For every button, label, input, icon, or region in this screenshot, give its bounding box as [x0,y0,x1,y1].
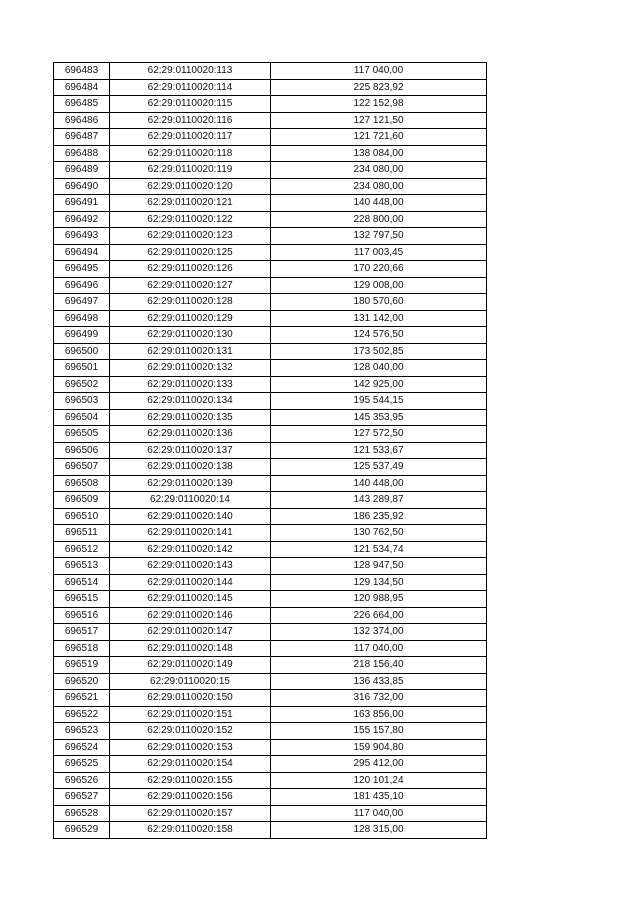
value-cell: 140 448,00 [271,475,487,492]
table-row [54,393,487,410]
row-id-cell: 696494 [54,244,110,261]
table-body [54,63,487,839]
table-row [54,525,487,542]
value-cell: 159 904,80 [271,739,487,756]
cadastral-number-cell: 62:29:0110020:150 [110,690,271,707]
value-cell: 130 762,50 [271,525,487,542]
row-id-cell: 696517 [54,624,110,641]
row-id-cell: 696490 [54,178,110,195]
cadastral-number-cell: 62:29:0110020:152 [110,723,271,740]
row-id-cell: 696507 [54,459,110,476]
value-cell: 127 121,50 [271,112,487,129]
table-row [54,756,487,773]
table-row [54,739,487,756]
table-row [54,310,487,327]
table-row [54,178,487,195]
cadastral-number-cell: 62:29:0110020:134 [110,393,271,410]
cadastral-number-cell: 62:29:0110020:130 [110,327,271,344]
cadastral-number-cell: 62:29:0110020:123 [110,228,271,245]
row-id-cell: 696489 [54,162,110,179]
table-row [54,723,487,740]
value-cell: 145 353,95 [271,409,487,426]
row-id-cell: 696498 [54,310,110,327]
table-row [54,541,487,558]
row-id-cell: 696499 [54,327,110,344]
table-row [54,277,487,294]
row-id-cell: 696525 [54,756,110,773]
row-id-cell: 696505 [54,426,110,443]
table-row [54,211,487,228]
table-row [54,772,487,789]
cadastral-number-cell: 62:29:0110020:118 [110,145,271,162]
cadastral-number-cell: 62:29:0110020:156 [110,789,271,806]
table-row [54,63,487,80]
value-cell: 120 101,24 [271,772,487,789]
value-cell: 195 544,15 [271,393,487,410]
value-cell: 155 157,80 [271,723,487,740]
cadastral-number-cell: 62:29:0110020:142 [110,541,271,558]
cadastral-number-cell: 62:29:0110020:133 [110,376,271,393]
table-row [54,624,487,641]
table-row [54,376,487,393]
value-cell: 122 152,98 [271,96,487,113]
cadastral-number-cell: 62:29:0110020:128 [110,294,271,311]
cadastral-number-cell: 62:29:0110020:138 [110,459,271,476]
cadastral-number-cell: 62:29:0110020:144 [110,574,271,591]
row-id-cell: 696492 [54,211,110,228]
table-row [54,129,487,146]
table-row [54,657,487,674]
value-cell: 316 732,00 [271,690,487,707]
table-row [54,195,487,212]
row-id-cell: 696483 [54,63,110,80]
value-cell: 121 533,67 [271,442,487,459]
row-id-cell: 696515 [54,591,110,608]
table-row [54,343,487,360]
row-id-cell: 696527 [54,789,110,806]
table-row [54,294,487,311]
value-cell: 127 572,50 [271,426,487,443]
value-cell: 186 235,92 [271,508,487,525]
value-cell: 117 003,45 [271,244,487,261]
value-cell: 142 925,00 [271,376,487,393]
table-row [54,228,487,245]
row-id-cell: 696511 [54,525,110,542]
cadastral-number-cell: 62:29:0110020:116 [110,112,271,129]
value-cell: 117 040,00 [271,805,487,822]
cadastral-number-cell: 62:29:0110020:120 [110,178,271,195]
row-id-cell: 696520 [54,673,110,690]
row-id-cell: 696524 [54,739,110,756]
value-cell: 117 040,00 [271,640,487,657]
row-id-cell: 696510 [54,508,110,525]
value-cell: 295 412,00 [271,756,487,773]
row-id-cell: 696487 [54,129,110,146]
cadastral-number-cell: 62:29:0110020:136 [110,426,271,443]
cadastral-number-cell: 62:29:0110020:127 [110,277,271,294]
value-cell: 129 008,00 [271,277,487,294]
table-row [54,789,487,806]
row-id-cell: 696500 [54,343,110,360]
table-row [54,574,487,591]
table-row [54,327,487,344]
row-id-cell: 696518 [54,640,110,657]
row-id-cell: 696488 [54,145,110,162]
cadastral-number-cell: 62:29:0110020:139 [110,475,271,492]
value-cell: 218 156,40 [271,657,487,674]
cadastral-number-cell: 62:29:0110020:140 [110,508,271,525]
table-row [54,360,487,377]
table-row [54,673,487,690]
value-cell: 140 448,00 [271,195,487,212]
cadastral-number-cell: 62:29:0110020:151 [110,706,271,723]
value-cell: 121 721,60 [271,129,487,146]
cadastral-number-cell: 62:29:0110020:146 [110,607,271,624]
row-id-cell: 696495 [54,261,110,278]
cadastral-number-cell: 62:29:0110020:155 [110,772,271,789]
value-cell: 117 040,00 [271,63,487,80]
table-row [54,145,487,162]
cadastral-number-cell: 62:29:0110020:117 [110,129,271,146]
row-id-cell: 696504 [54,409,110,426]
cadastral-number-cell: 62:29:0110020:135 [110,409,271,426]
row-id-cell: 696485 [54,96,110,113]
cadastral-number-cell: 62:29:0110020:149 [110,657,271,674]
row-id-cell: 696509 [54,492,110,509]
table-row [54,706,487,723]
value-cell: 138 084,00 [271,145,487,162]
row-id-cell: 696526 [54,772,110,789]
table-row [54,591,487,608]
row-id-cell: 696503 [54,393,110,410]
cadastral-number-cell: 62:29:0110020:131 [110,343,271,360]
row-id-cell: 696497 [54,294,110,311]
row-id-cell: 696486 [54,112,110,129]
row-id-cell: 696513 [54,558,110,575]
value-cell: 226 664,00 [271,607,487,624]
row-id-cell: 696522 [54,706,110,723]
value-cell: 132 797,50 [271,228,487,245]
value-cell: 120 988,95 [271,591,487,608]
cadastral-number-cell: 62:29:0110020:145 [110,591,271,608]
table-row [54,508,487,525]
row-id-cell: 696529 [54,822,110,839]
cadastral-number-cell: 62:29:0110020:115 [110,96,271,113]
row-id-cell: 696514 [54,574,110,591]
table-row [54,261,487,278]
table-row [54,409,487,426]
cadastral-number-cell: 62:29:0110020:132 [110,360,271,377]
cadastral-number-cell: 62:29:0110020:113 [110,63,271,80]
value-cell: 181 435,10 [271,789,487,806]
value-cell: 180 570,60 [271,294,487,311]
table-row [54,690,487,707]
row-id-cell: 696493 [54,228,110,245]
cadastral-number-cell: 62:29:0110020:126 [110,261,271,278]
row-id-cell: 696516 [54,607,110,624]
table-row [54,244,487,261]
value-cell: 234 080,00 [271,162,487,179]
value-cell: 129 134,50 [271,574,487,591]
row-id-cell: 696508 [54,475,110,492]
table-row [54,640,487,657]
row-id-cell: 696484 [54,79,110,96]
table-row [54,96,487,113]
cadastral-number-cell: 62:29:0110020:143 [110,558,271,575]
value-cell: 143 289,87 [271,492,487,509]
row-id-cell: 696496 [54,277,110,294]
row-id-cell: 696502 [54,376,110,393]
cadastral-number-cell: 62:29:0110020:129 [110,310,271,327]
table-row [54,492,487,509]
cadastral-number-cell: 62:29:0110020:157 [110,805,271,822]
table-row [54,805,487,822]
cadastral-number-cell: 62:29:0110020:141 [110,525,271,542]
value-cell: 124 576,50 [271,327,487,344]
value-cell: 170 220,66 [271,261,487,278]
table-row [54,558,487,575]
value-cell: 125 537,49 [271,459,487,476]
cadastral-number-cell: 62:29:0110020:119 [110,162,271,179]
cadastral-number-cell: 62:29:0110020:158 [110,822,271,839]
row-id-cell: 696523 [54,723,110,740]
table-row [54,442,487,459]
value-cell: 234 080,00 [271,178,487,195]
cadastral-number-cell: 62:29:0110020:122 [110,211,271,228]
table-row [54,607,487,624]
row-id-cell: 696521 [54,690,110,707]
table-row [54,475,487,492]
row-id-cell: 696501 [54,360,110,377]
table-row [54,426,487,443]
cadastral-number-cell: 62:29:0110020:147 [110,624,271,641]
cadastral-number-cell: 62:29:0110020:114 [110,79,271,96]
table-row [54,162,487,179]
cadastral-number-cell: 62:29:0110020:148 [110,640,271,657]
cadastral-number-cell: 62:29:0110020:137 [110,442,271,459]
cadastral-number-cell: 62:29:0110020:14 [110,492,271,509]
cadastral-number-cell: 62:29:0110020:15 [110,673,271,690]
table-row [54,112,487,129]
data-table [53,62,487,839]
value-cell: 173 502,85 [271,343,487,360]
row-id-cell: 696528 [54,805,110,822]
cadastral-number-cell: 62:29:0110020:153 [110,739,271,756]
value-cell: 132 374,00 [271,624,487,641]
value-cell: 228 800,00 [271,211,487,228]
cadastral-number-cell: 62:29:0110020:154 [110,756,271,773]
row-id-cell: 696512 [54,541,110,558]
value-cell: 121 534,74 [271,541,487,558]
table-row [54,459,487,476]
row-id-cell: 696491 [54,195,110,212]
value-cell: 225 823,92 [271,79,487,96]
table-row [54,822,487,839]
value-cell: 128 040,00 [271,360,487,377]
value-cell: 136 433,85 [271,673,487,690]
row-id-cell: 696519 [54,657,110,674]
value-cell: 128 947,50 [271,558,487,575]
cadastral-number-cell: 62:29:0110020:121 [110,195,271,212]
table-row [54,79,487,96]
row-id-cell: 696506 [54,442,110,459]
cadastral-number-cell: 62:29:0110020:125 [110,244,271,261]
value-cell: 131 142,00 [271,310,487,327]
value-cell: 128 315,00 [271,822,487,839]
value-cell: 163 856,00 [271,706,487,723]
